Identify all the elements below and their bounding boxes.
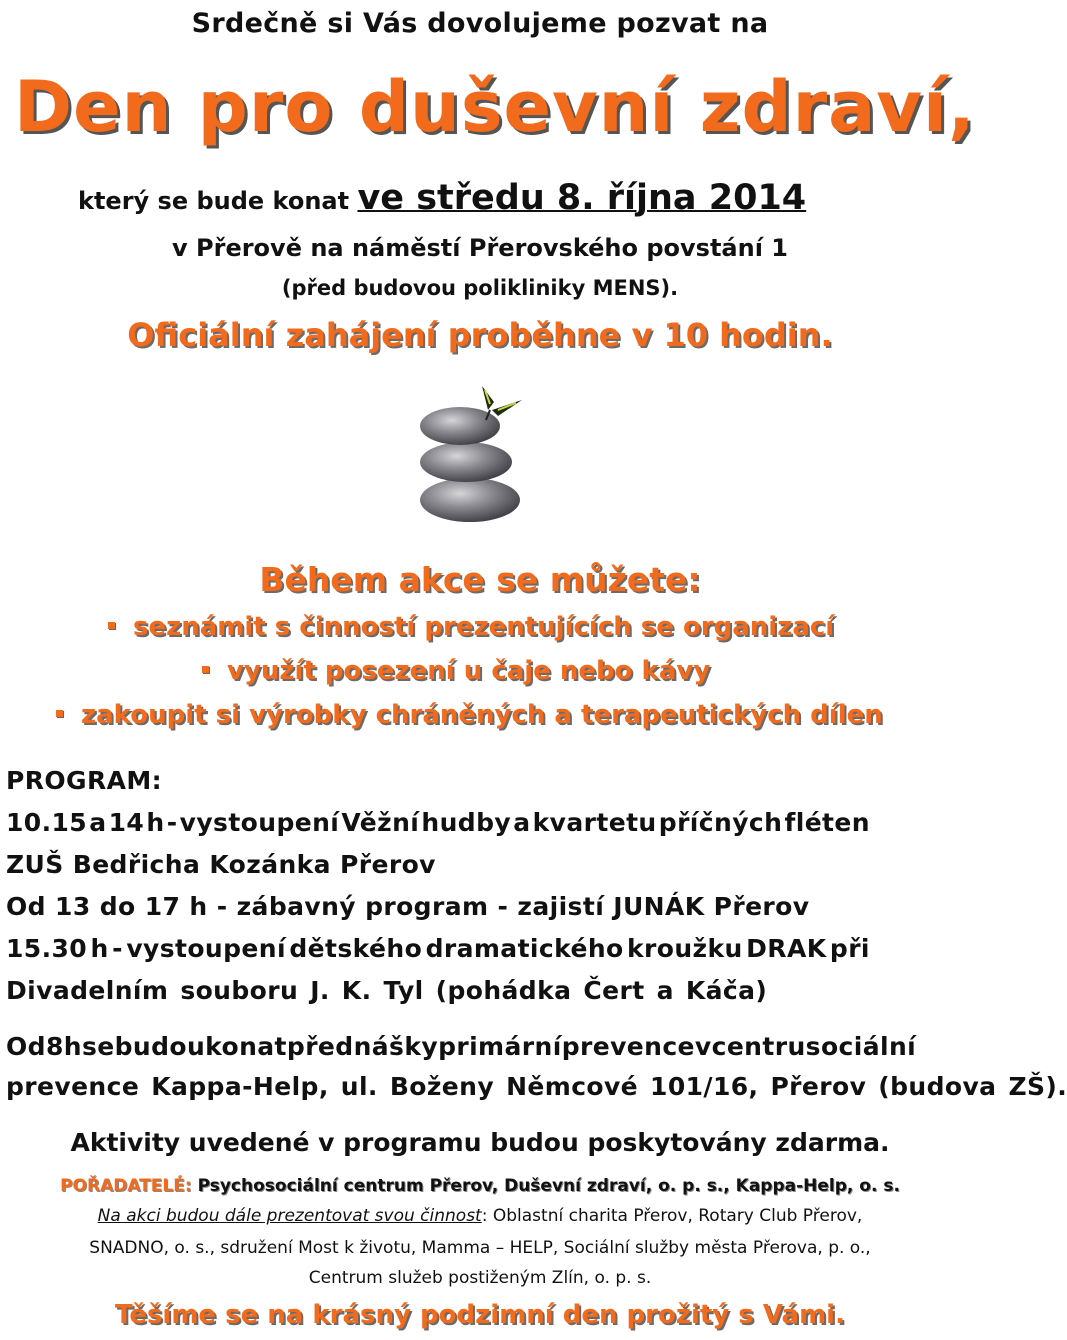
activities-heading: Během akce se můžete: [259,560,701,599]
stacked-stones-butterfly-image [390,380,550,530]
event-place-note: (před budovou polikliniky MENS). [281,276,679,300]
program-line: Divadelním souboru J. K. Tyl (pohádka Čert a Káča) [6,976,768,1005]
event-place: v Přerově na náměstí Přerovského povstání 1 [172,234,788,262]
presenters-line: SNADNO, o. s., sdružení Most k životu, Mamma – HELP, Sociální služby města Přerova, p. o., [89,1238,871,1258]
lecture-line: prevence Kappa-Help, ul. Boženy Němcové 101/16, Přerov (budova ZŠ). [6,1072,1067,1101]
square-bullet-icon [108,622,115,629]
program-line: Od 13 do 17 h - zábavný program - zajistí JUNÁK Přerov [6,892,810,921]
presenters-line: Na akci budou dále prezentovat svou činnost: Oblastní charita Přerov, Rotary Club Přerov, [97,1206,863,1226]
date-prefix: který se bude konat [78,187,350,215]
date-line [78,178,806,218]
presenters-label: Na akci budou dále prezentovat svou činnost [97,1206,482,1226]
activity-item: seznámit s činností prezentujících se organizací [108,612,834,642]
lecture-line: Od 8 h se budou konat přednášky primární prevence v centru sociální [6,1032,917,1061]
organizers-label: POŘADATELÉ: [60,1176,192,1196]
square-bullet-icon [202,666,209,673]
activity-item: zakoupit si výrobky chráněných a terapeutických dílen [56,700,883,730]
invitation-intro: Srdečně si Vás dovolujeme pozvat na [191,8,769,39]
free-activities-note: Aktivity uvedené v programu budou poskytovány zdarma. [70,1128,890,1157]
closing-message: Těšíme se na krásný podzimní den prožitý s Vámi. [115,1300,845,1330]
butterfly-icon [482,386,522,420]
organizers [0,1176,960,1196]
event-title: Den pro duševní zdraví, [14,66,976,148]
program-line: 10.15 a 14 h - vystoupení Věžní hudby a kvartetu příčných fléten [6,808,870,837]
presenters-line: Centrum služeb postiženým Zlín, o. p. s. [308,1268,652,1288]
square-bullet-icon [56,710,63,717]
organizers-list: Psychosociální centrum Přerov, Duševní zdraví, o. p. s., Kappa-Help, o. s. [197,1176,900,1196]
opening-time: Oficiální zahájení proběhne v 10 hodin. [127,316,833,354]
program-heading: PROGRAM: [6,766,163,795]
activity-item: využít posezení u čaje nebo kávy [202,656,710,686]
program-line: ZUŠ Bedřicha Kozánka Přerov [6,850,436,879]
program-line: 15.30 h - vystoupení dětského dramatického kroužku DRAK při [6,934,870,963]
event-date: ve středu 8. října 2014 [357,178,807,218]
